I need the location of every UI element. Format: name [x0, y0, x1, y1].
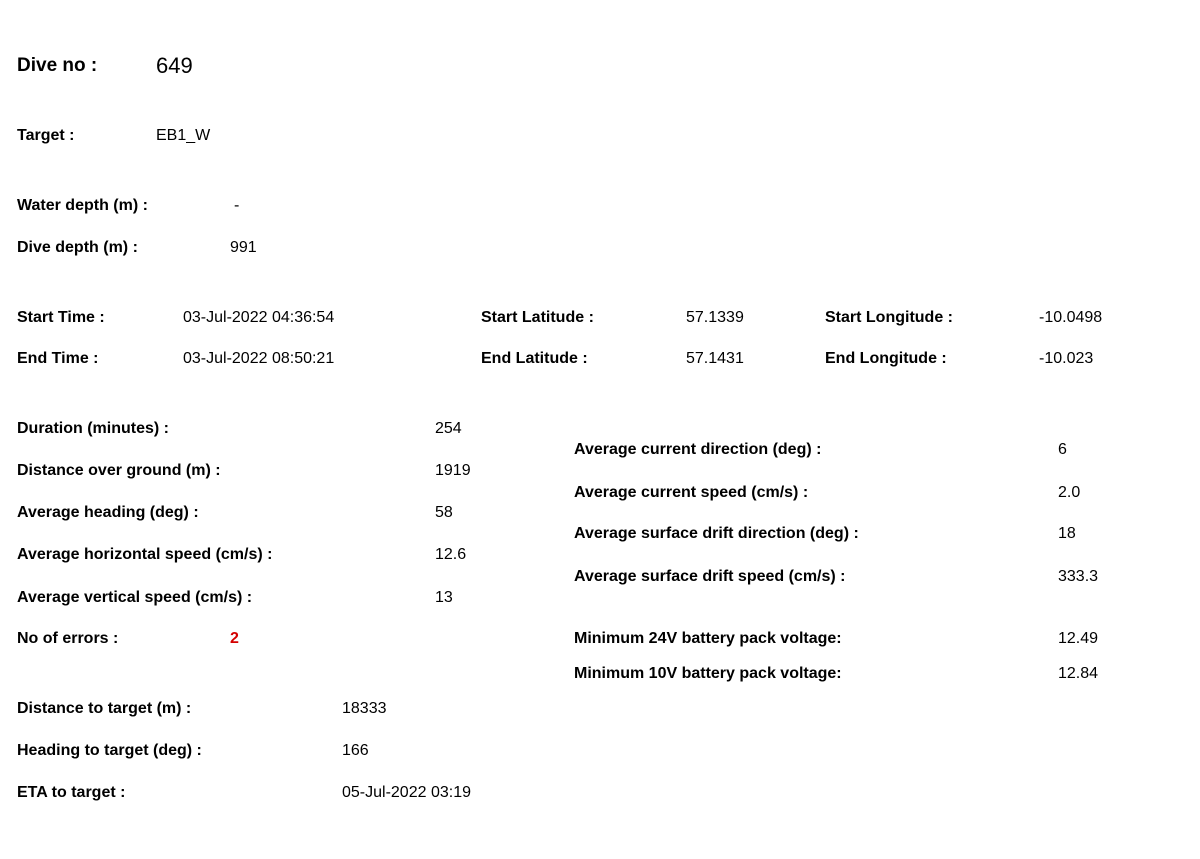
end-time-label: End Time :: [17, 350, 99, 367]
battery-10v-label: Minimum 10V battery pack voltage:: [574, 665, 842, 682]
dive-no-value: 649: [156, 53, 193, 78]
target-label: Target :: [17, 127, 75, 144]
distance-to-target-value: 18333: [342, 700, 387, 717]
dive-depth-value: 991: [230, 239, 257, 256]
average-surface-drift-speed-label: Average surface drift speed (cm/s) :: [574, 568, 846, 585]
end-longitude-label: End Longitude :: [825, 350, 947, 367]
battery-24v-value: 12.49: [1058, 630, 1099, 647]
duration-value: 254: [435, 420, 462, 437]
average-horizontal-speed-label: Average horizontal speed (cm/s) :: [17, 546, 273, 563]
average-heading-label: Average heading (deg) :: [17, 504, 199, 521]
battery-10v-value: 12.84: [1058, 665, 1099, 682]
errors-value: 2: [230, 630, 239, 647]
water-depth-label: Water depth (m) :: [17, 197, 148, 214]
heading-to-target-value: 166: [342, 742, 369, 759]
distance-to-target-label: Distance to target (m) :: [17, 700, 192, 717]
errors-label: No of errors :: [17, 630, 119, 647]
end-longitude-value: -10.023: [1039, 350, 1094, 367]
average-current-direction-value: 6: [1058, 441, 1067, 458]
end-latitude-value: 57.1431: [686, 350, 744, 367]
average-heading-value: 58: [435, 504, 453, 521]
average-horizontal-speed-value: 12.6: [435, 546, 467, 563]
dive-depth-label: Dive depth (m) :: [17, 239, 138, 256]
eta-to-target-label: ETA to target :: [17, 784, 126, 801]
end-time-value: 03-Jul-2022 08:50:21: [183, 350, 335, 367]
average-current-speed-value: 2.0: [1058, 484, 1081, 501]
end-latitude-label: End Latitude :: [481, 350, 588, 367]
dive-no-label: Dive no :: [17, 55, 98, 76]
duration-label: Duration (minutes) :: [17, 420, 169, 437]
average-surface-drift-direction-value: 18: [1058, 525, 1076, 542]
average-vertical-speed-value: 13: [435, 589, 453, 606]
start-latitude-value: 57.1339: [686, 309, 744, 326]
average-vertical-speed-label: Average vertical speed (cm/s) :: [17, 589, 253, 606]
water-depth-value: -: [234, 197, 240, 214]
start-longitude-label: Start Longitude :: [825, 309, 953, 326]
average-current-speed-label: Average current speed (cm/s) :: [574, 484, 809, 501]
battery-24v-label: Minimum 24V battery pack voltage:: [574, 630, 842, 647]
heading-to-target-label: Heading to target (deg) :: [17, 742, 202, 759]
average-current-direction-label: Average current direction (deg) :: [574, 441, 822, 458]
eta-to-target-value: 05-Jul-2022 03:19: [342, 784, 471, 801]
start-time-value: 03-Jul-2022 04:36:54: [183, 309, 335, 326]
distance-over-ground-label: Distance over ground (m) :: [17, 462, 221, 479]
average-surface-drift-direction-label: Average surface drift direction (deg) :: [574, 525, 859, 542]
distance-over-ground-value: 1919: [435, 462, 471, 479]
start-latitude-label: Start Latitude :: [481, 309, 594, 326]
start-time-label: Start Time :: [17, 309, 105, 326]
average-surface-drift-speed-value: 333.3: [1058, 568, 1099, 585]
target-value: EB1_W: [156, 127, 211, 144]
start-longitude-value: -10.0498: [1039, 309, 1103, 326]
